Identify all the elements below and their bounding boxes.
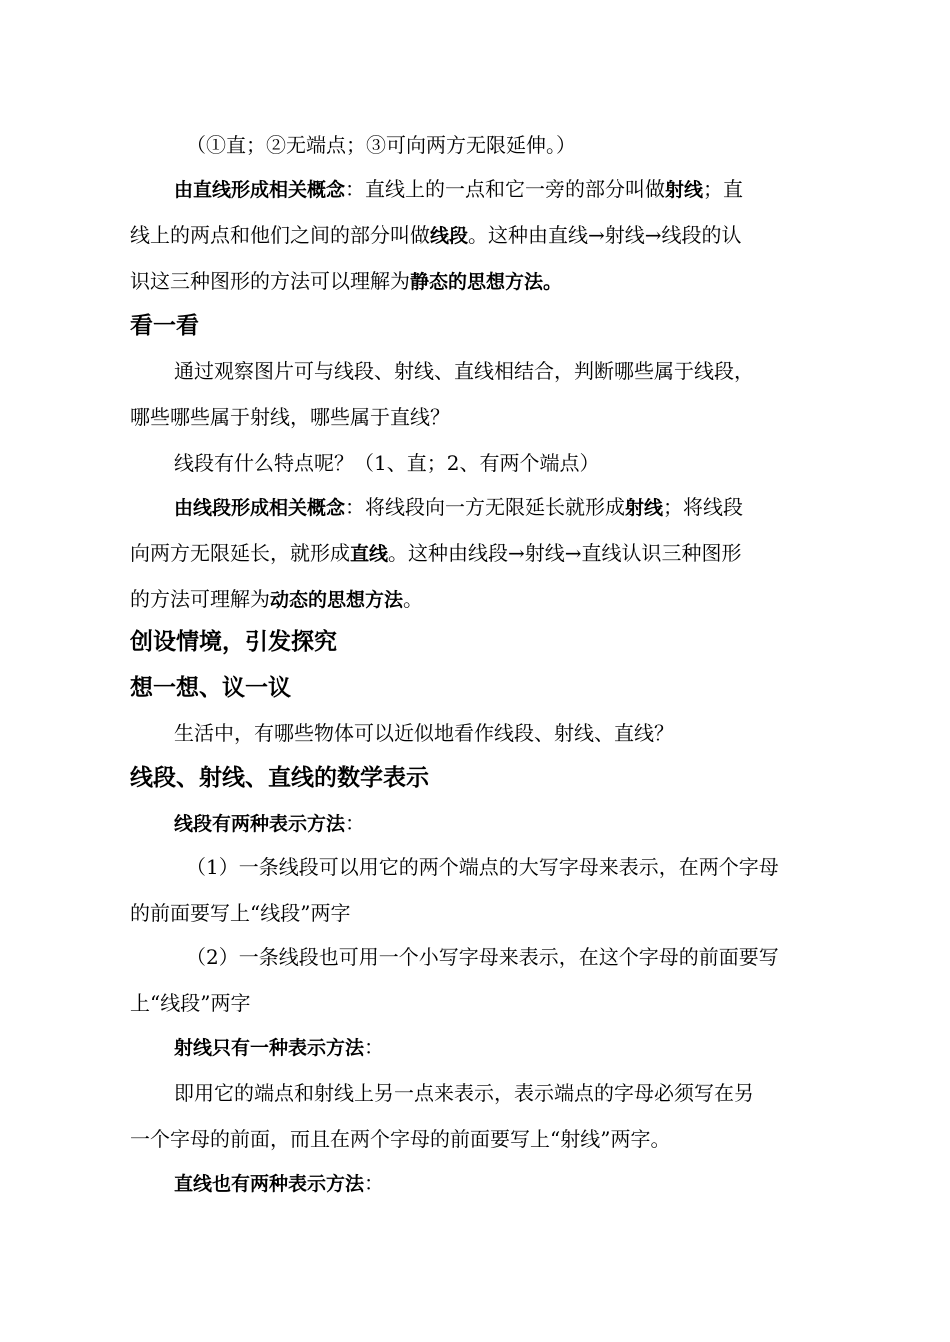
segment-method-2-line-1: （2）一条线段也可用一个小写字母来表示，在这个字母的前面要写 [186, 945, 779, 969]
concept-line-2: 线上的两点和他们之间的部分叫做线段。这种由直线→射线→线段的认 [130, 223, 742, 247]
observe-line-2: 哪些哪些属于射线，哪些属于直线？ [130, 405, 450, 429]
segment-concept-line-3: 的方法可理解为动态的思想方法。 [130, 587, 424, 611]
segment-methods-title: 线段有两种表示方法： [174, 811, 366, 835]
concept-line-3: 识这三种图形的方法可以理解为静态的思想方法。 [130, 269, 563, 293]
ray-method-line-2: 一个字母的前面，而且在两个字母的前面要写上“射线”两字。 [130, 1127, 671, 1151]
heading-math-representation: 线段、射线、直线的数学表示 [130, 765, 429, 791]
heading-scene: 创设情境，引发探究 [130, 629, 337, 655]
line-methods-title: 直线也有两种表示方法： [174, 1171, 385, 1195]
observe-line-1: 通过观察图片可与线段、射线、直线相结合，判断哪些属于线段， [174, 359, 754, 383]
ray-methods-title: 射线只有一种表示方法： [174, 1035, 385, 1059]
term-line: 直线 [350, 543, 389, 565]
term-ray-2: 射线 [625, 497, 664, 519]
term-segment: 线段 [430, 225, 469, 247]
heading-think: 想一想、议一议 [130, 675, 291, 701]
segment-method-1-line-2: 的前面要写上“线段”两字 [130, 901, 351, 925]
concept-label-2: 由线段形成相关概念 [174, 497, 346, 519]
segment-concept-line-2: 向两方无限延长，就形成直线。这种由线段→射线→直线认识三种图形 [130, 541, 742, 565]
concept-label: 由直线形成相关概念 [174, 179, 346, 201]
ray-method-line-1: 即用它的端点和射线上另一点来表示，表示端点的字母必须写在另 [174, 1081, 754, 1105]
segment-method-1-line-1: （1）一条线段可以用它的两个端点的大写字母来表示，在两个字母 [186, 855, 779, 879]
heading-look: 看一看 [130, 313, 199, 339]
segment-concept-line-1: 由线段形成相关概念：将线段向一方无限延长就形成射线；将线段 [174, 495, 744, 519]
property-list-line: （①直；②无端点；③可向两方无限延伸。） [186, 133, 576, 157]
segment-method-2-line-2: 上“线段”两字 [130, 991, 251, 1015]
life-question-line: 生活中，有哪些物体可以近似地看作线段、射线、直线？ [174, 721, 674, 745]
segment-feature-line: 线段有什么特点呢？（1、直；2、有两个端点） [174, 451, 600, 475]
term-ray: 射线 [665, 179, 704, 201]
dynamic-method: 动态的思想方法 [270, 589, 404, 611]
concept-line-1: 由直线形成相关概念：直线上的一点和它一旁的部分叫做射线；直 [174, 177, 744, 201]
static-method: 静态的思想方法。 [410, 271, 563, 293]
